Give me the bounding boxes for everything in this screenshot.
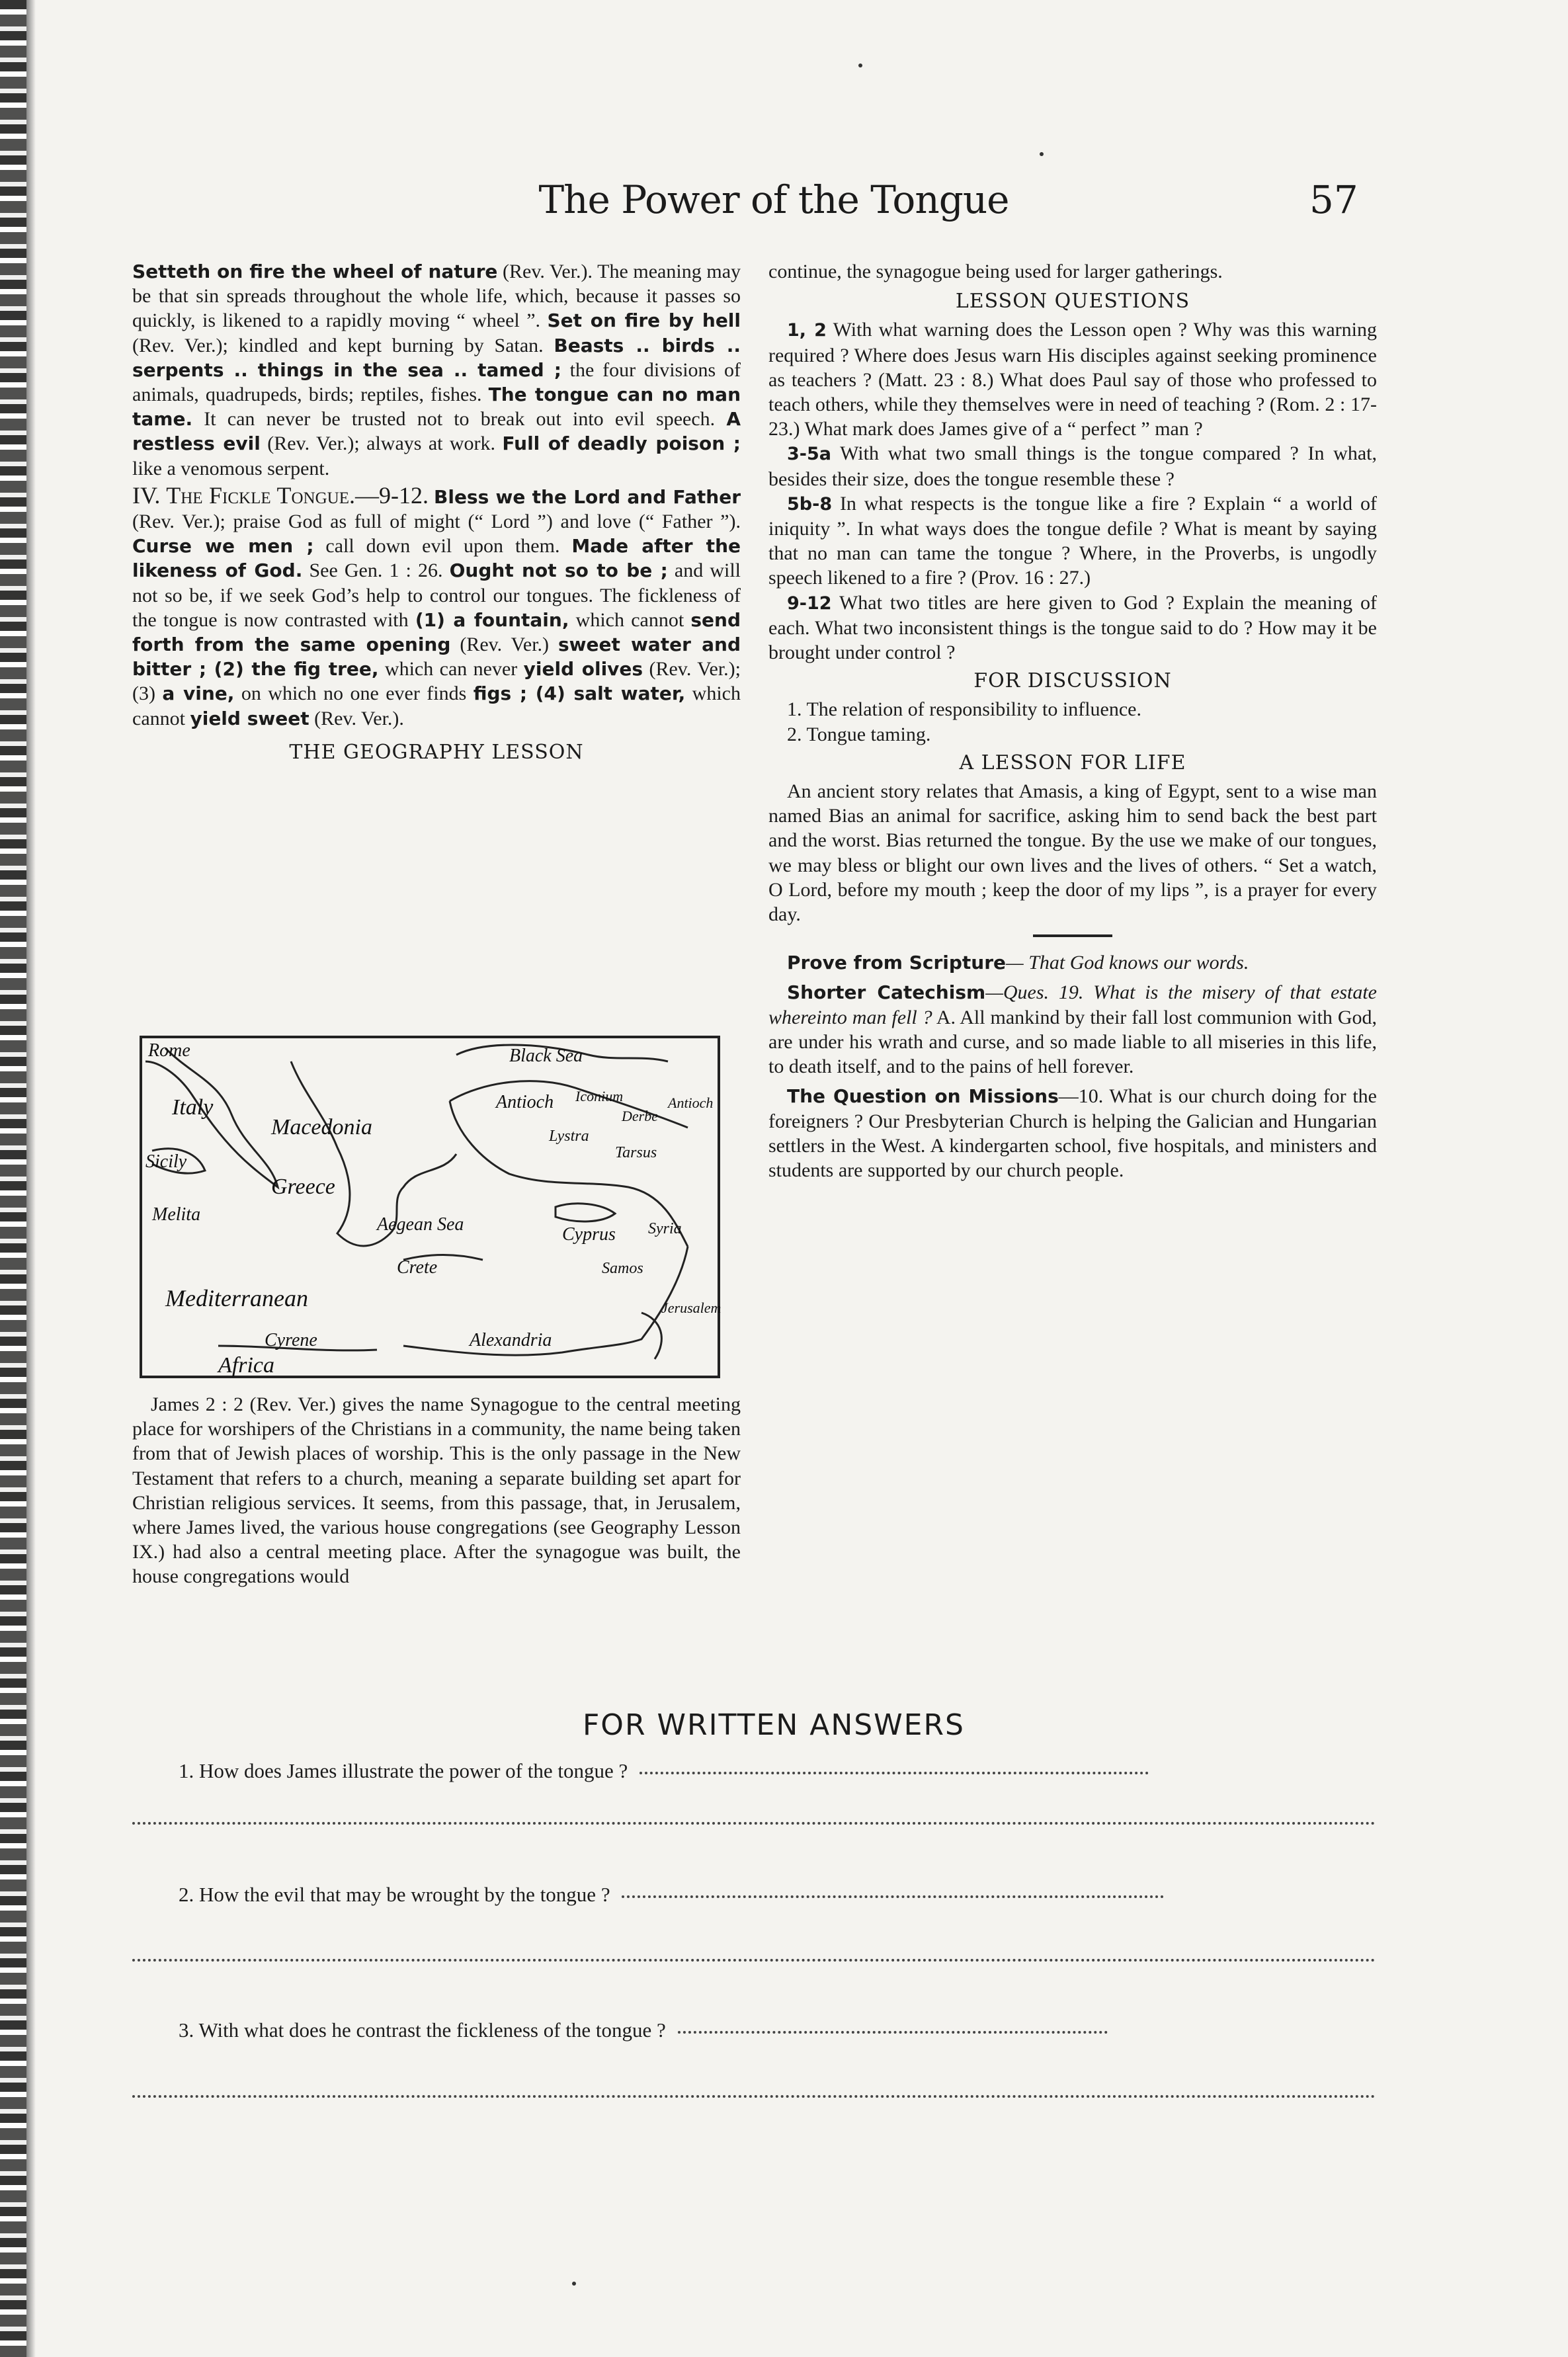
- commentary-text: and will not so be, if we seek God’s help to control our tongues. The fickleness of the tongue is now contrasted with: [132, 559, 741, 631]
- prove-label: Prove from Scripture: [787, 952, 1007, 974]
- map-label: Sicily: [145, 1151, 187, 1172]
- commentary-text: (Rev. Ver.). The meaning may be that sin spreads throughout the whole life, which, because it passes so quickly, is likened to a rapidly moving “ wheel ”.: [132, 261, 741, 332]
- keyword-phrase: (1) a fountain,: [415, 608, 569, 631]
- keyword-phrase: sweet water and bitter ; (2) the fig tree,: [132, 634, 741, 681]
- synagogue-paragraph: James 2 : 2 (Rev. Ver.) gives the name Synagogue to the central meeting place for worshipers of the Christians in a community, the name being taken from that of Jewish places of worship. This is the only passage in the New Testament that refers to a church, meaning a separate building set apart for Christian religious services. It seems, from this passage, that, in Jerusalem, where James lived, the various house congregations (see Geography Lesson IX.) had also a central meeting place. After the synagogue was built, the house congregations would: [132, 1393, 741, 1588]
- keyword-phrase: Bless we the Lord and Father: [434, 485, 741, 508]
- question-text: With what warning does the Lesson open ? Why was this warning required ? Where does Jesus warn His disciples against seeking prominence as teachers ? (Matt. 23 : 8.) What does Paul say of those who professed to teach others, while they themselves were in need of teaching ? (Rom. 2 : 17-23.) What mark does James give of a “ perfect ” man ?: [768, 319, 1377, 440]
- written-question-2: [179, 1883, 1369, 1907]
- keyword-phrase: figs ; (4) salt water,: [473, 682, 686, 705]
- left-column: [132, 259, 741, 768]
- prove-text: — That God knows our words.: [1006, 952, 1249, 974]
- map-label: Alexandria: [470, 1330, 552, 1350]
- keyword-phrase: A restless evil: [132, 408, 741, 455]
- answer-line[interactable]: [132, 1959, 1376, 1962]
- answer-leader: [640, 1772, 1149, 1774]
- keyword-phrase: Setteth on fire the wheel of nature: [132, 261, 498, 282]
- map-label: Black Sea: [509, 1046, 583, 1066]
- map-label: Cyprus: [562, 1224, 616, 1245]
- keyword-phrase: Beasts .. birds .. serpents .. things in the sea .. tamed ;: [132, 334, 741, 381]
- map-label: Aegean Sea: [377, 1214, 464, 1235]
- catechism-question: —Ques. 19. What is the misery of that estate whereinto man fell ?: [768, 981, 1377, 1028]
- map-label: Crete: [397, 1257, 438, 1278]
- keyword-phrase: Set on fire by hell: [547, 310, 741, 332]
- binding-shadow: [26, 0, 36, 2357]
- discussion-item: 2. Tongue taming.: [787, 723, 931, 745]
- commentary-text: which cannot: [132, 682, 741, 729]
- geography-heading: THE GEOGRAPHY LESSON: [289, 740, 584, 764]
- commentary-text: (Rev. Ver.).: [309, 707, 404, 729]
- discussion-item: 1. The relation of responsibility to influence.: [787, 698, 1141, 721]
- lesson-for-life-text: An ancient story relates that Amasis, a king of Egypt, sent to a wise man named Bias an animal for sacrifice, asking him to send back the best part and the worst. Bias returned the tongue. By the use we make of our tongues, we may bless or blight our own lives and the lives of others. “ Set a watch, O Lord, before my mouth ; keep the door of my lips ”, is a prayer for every day.: [768, 780, 1377, 926]
- catechism-label: Shorter Catechism: [787, 981, 986, 1004]
- speck: [858, 63, 862, 67]
- question-number: 1, 2: [787, 320, 827, 341]
- question-text: What two titles are here given to God ? Explain the meaning of each. What two inconsistent things is the tongue said to do ? How may it be brought under control ?: [768, 591, 1377, 664]
- question-number: 3-5a: [787, 444, 831, 465]
- map-label: Tarsus: [615, 1144, 657, 1161]
- keyword-phrase: The tongue can no man tame.: [132, 384, 741, 431]
- missions-label: The Question on Missions: [787, 1085, 1059, 1108]
- map-label: Rome: [148, 1040, 190, 1061]
- commentary-text: the four divisions of animals, quadrupeds, birds; reptiles, fishes.: [132, 358, 741, 406]
- commentary-paragraph: [132, 259, 741, 481]
- section-heading: IV. The Fickle Tongue.—9-12.: [132, 481, 429, 509]
- written-question-text: 1. How does James illustrate the power of the tongue ?: [179, 1759, 628, 1782]
- map-label: Samos: [602, 1260, 643, 1277]
- lesson-for-life-heading: A LESSON FOR LIFE: [959, 751, 1186, 774]
- lesson-questions-heading: LESSON QUESTIONS: [955, 290, 1190, 313]
- keyword-phrase: send forth from the same opening: [132, 608, 741, 656]
- commentary-text: (Rev. Ver.); praise God as full of might (“ Lord ”) and love (“ Father ”).: [132, 511, 741, 533]
- map-label: Mediterranean: [165, 1285, 308, 1311]
- written-question-text: 3. With what does he contrast the fickleness of the tongue ?: [179, 2018, 666, 2042]
- book-binding-edge: [0, 0, 26, 2357]
- map-label: Syria: [648, 1220, 682, 1237]
- shorter-catechism: [768, 980, 1377, 1079]
- keyword-phrase: Ought not so to be ;: [449, 559, 668, 582]
- divider: [1033, 934, 1112, 937]
- map-label: Lystra: [549, 1128, 589, 1145]
- keyword-phrase: a vine,: [162, 682, 235, 705]
- question-number: 9-12: [787, 593, 832, 614]
- lesson-question: [768, 491, 1377, 591]
- lesson-questions-list: [768, 317, 1377, 665]
- written-question-1: [179, 1759, 1369, 1783]
- lesson-question: [768, 591, 1377, 665]
- question-text: In what respects is the tongue like a fire ? Explain “ a world of iniquity ”. In what ways does the tongue defile ? What is meant by saying that no man can tame the tongue ? Where, in the Proverbs, is ungodly speech likened to a fire ? (Prov. 16 : 27.): [768, 492, 1377, 589]
- keyword-phrase: Curse we men ;: [132, 535, 314, 558]
- commentary-text: (Rev. Ver.); always at work.: [260, 433, 503, 455]
- answer-line[interactable]: [132, 2095, 1376, 2098]
- speck: [572, 2282, 576, 2286]
- discussion-heading: FOR DISCUSSION: [973, 669, 1172, 693]
- commentary-text: which cannot: [569, 608, 691, 631]
- speck: [1040, 152, 1044, 156]
- written-question-3: [179, 2018, 1369, 2042]
- prove-from-scripture: [768, 950, 1377, 975]
- page-number: 57: [1309, 177, 1358, 222]
- commentary-text: [429, 486, 434, 508]
- map-label: Antioch: [668, 1095, 714, 1111]
- question-number: 5b-8: [787, 493, 833, 515]
- map-label: Macedonia: [271, 1115, 372, 1139]
- map-label: Africa: [218, 1353, 274, 1378]
- commentary-text: (Rev. Ver.); kindled and kept burning by Satan.: [132, 334, 554, 356]
- map-label: Greece: [271, 1175, 335, 1199]
- answer-line[interactable]: [132, 1822, 1376, 1825]
- map-label: Iconium: [575, 1088, 624, 1104]
- keyword-phrase: yield olives: [523, 658, 643, 681]
- missions-text: —10. What is our church doing for the foreigners ? Our Presbyterian Church is helping the Galician and Hungarian settlers in the West. A kindergarten school, five hospitals, and ministers and students are supported by our church people.: [768, 1085, 1377, 1181]
- written-question-text: 2. How the evil that may be wrought by the tongue ?: [179, 1883, 610, 1906]
- map-label: Derbe: [622, 1108, 658, 1124]
- left-column-bottom: [132, 1392, 741, 1589]
- map-label: Melita: [152, 1204, 201, 1225]
- map-label: Italy: [172, 1095, 214, 1120]
- written-answers-title: FOR WRITTEN ANSWERS: [583, 1708, 965, 1742]
- commentary-text: on which no one ever finds: [234, 682, 474, 705]
- lesson-question: [768, 317, 1377, 441]
- answer-leader: [622, 1895, 1164, 1898]
- question-text: With what two small things is the tongue compared ? In what, besides their size, does the tongue resemble these ?: [768, 442, 1377, 490]
- map-label: Cyrene: [265, 1330, 317, 1350]
- commentary-text: call down evil upon them.: [313, 535, 572, 558]
- page-title: The Power of the Tongue: [538, 177, 1009, 222]
- commentary-text: (Rev. Ver.): [450, 634, 558, 656]
- right-column: [768, 259, 1377, 1182]
- keyword-phrase: yield sweet: [190, 707, 309, 729]
- keyword-phrase: Full of deadly poison ;: [502, 433, 741, 455]
- fickle-tongue-paragraph: [132, 483, 741, 731]
- catechism-answer: A. All mankind by their fall lost communion with God, are under his wrath and curse, and so made liable to all miseries in this life, to death itself, and to the pains of hell forever.: [768, 1006, 1377, 1078]
- map-label: Antioch: [496, 1092, 554, 1112]
- commentary-text: like a venomous serpent.: [132, 457, 330, 479]
- geography-map: [139, 1035, 721, 1379]
- commentary-text: See Gen. 1 : 26.: [302, 559, 450, 582]
- lesson-question: [768, 441, 1377, 491]
- map-label: Jerusalem: [661, 1300, 721, 1316]
- answer-leader: [678, 2031, 1108, 2034]
- commentary-text: It can never be trusted not to break out into evil speech.: [192, 408, 727, 431]
- keyword-phrase: Made after the likeness of God.: [132, 535, 741, 582]
- continued-paragraph: continue, the synagogue being used for larger gatherings.: [768, 261, 1223, 282]
- commentary-text: (Rev. Ver.); (3): [132, 658, 741, 705]
- commentary-text: which can never: [378, 658, 524, 681]
- missions-question: [768, 1084, 1377, 1182]
